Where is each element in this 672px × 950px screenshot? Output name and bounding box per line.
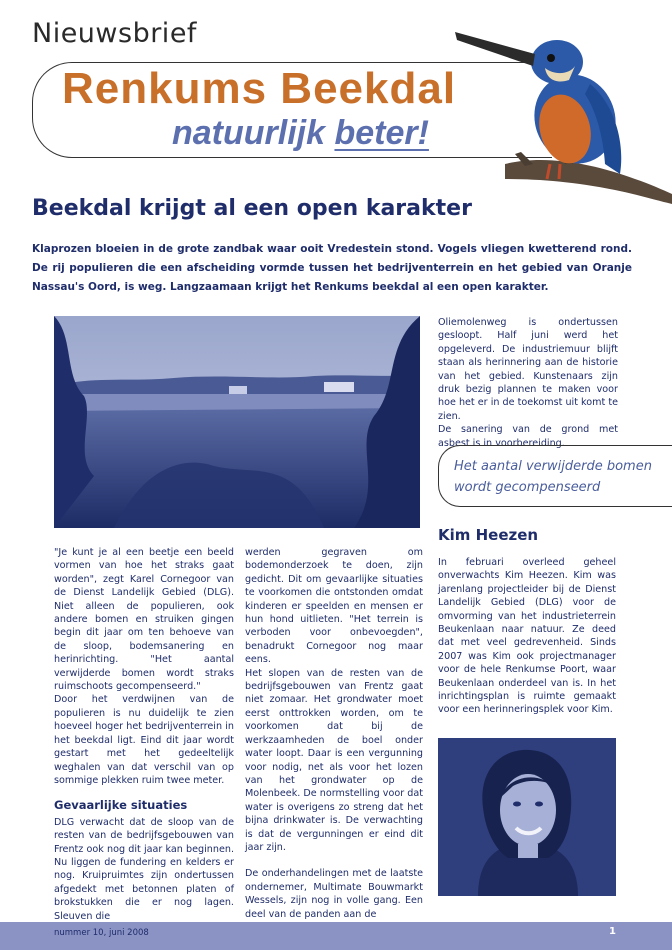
beekdal-landscape-photo	[54, 316, 420, 528]
intro-paragraph: Klaprozen bloeien in de grote zandbak waar ooit Vredestein stond. Vogels vliegen kwetterend rond. De rij populieren die een afscheiding vormde tussen het bedrijventerrein en het gebied van Oranje Nassau's Oord, is weg. Langzaamaan krijgt het Renkums beekdal al een open karakter.	[32, 243, 632, 293]
kingfisher-illustration	[445, 14, 672, 204]
kim-portrait-photo	[438, 738, 616, 896]
kim-column	[438, 556, 616, 717]
article-column-2	[245, 546, 423, 921]
masthead-subtitle	[172, 114, 429, 153]
subtitle-part1: natuurlijk	[172, 114, 335, 152]
col2-paragraph-2: Het slopen van de resten van de bedrijfsgebouwen van Frentz gaat niet zomaar. Het grondwater moet eerst onttrokken worden, om te voorkomen dat bij de werkzaamheden de boel onder water loopt. Daar is een vergunning voor nodig, net als voor het lozen van het grondwater op de Molenbeek. De normstelling voor dat water is overigens zo streng dat het bijna drinkwater is. De verwachting is dat de vergunningen er eind dit jaar zijn.	[245, 667, 423, 853]
kim-heading: Kim Heezen	[438, 526, 539, 544]
article-column-3	[438, 316, 618, 450]
col2-paragraph-3: De onderhandelingen met de laatste ondernemer, Multimate Bouwmarkt Wessels, zijn nog in volle gang. Een deel van de panden aan de	[245, 868, 423, 920]
col1-paragraph-2: Door het verdwijnen van de populieren is nu duidelijk te zien hoeveel hoger het bedrijventerrein in het beekdal ligt. Eind dit jaar wordt gestart met het gedeeltelijk weghalen van dat verschil van op sommige plekken ruim twee meter.	[54, 694, 234, 786]
col3-paragraph-2: De sanering van de grond met asbest is in voorbereiding.	[438, 424, 618, 449]
col3-paragraph-1: Oliemolenweg is ondertussen gesloopt. Half juni werd het opgeleverd. De industriemuur blijft staan als herinnering aan de historie van het gebied. Kunstenaars zijn druk bezig plannen te maken voor hoe het er in de toekomst uit komt te zien.	[438, 317, 618, 422]
headline: Beekdal krijgt al een open karakter	[32, 196, 472, 221]
col1-paragraph-3: DLG verwacht dat de sloop van de resten van de bedrijfsgebouwen van Frentz ook nog dit jaar kan beginnen. Nu liggen de fundering en kelders er nog. Kruipruimtes zijn ondertussen afgedekt met betonnen platen of brokstukken die er nog lagen. Sleuven die	[54, 816, 234, 922]
article-column-1	[54, 546, 234, 923]
col1-paragraph-1: "Je kunt je al een beetje een beeld vormen van hoe het straks gaat worden", zegt Karel Cornegoor van de Dienst Landelijk Gebied (DLG). Niet alleen de populieren, ook andere bomen en struiken gingen begin dit jaar om ten behoeve van de sloop, bodemsanering en herinrichting. "Het aantal verwijderde bomen wordt straks ruimschoots gecompenseerd."	[54, 547, 234, 693]
page-number: 1	[609, 926, 616, 937]
masthead-title: Renkums Beekdal	[62, 64, 457, 113]
kim-paragraph: In februari overleed geheel onverwachts Kim Heezen. Kim was jarenlang projectleider bij de Dienst Landelijk Gebied (DLG) voor de omvorming van het industrieterrein Beukenlaan naar natuur. Ze deed dat met veel gedrevenheid. Sinds 2007 was Kim ook projectmanager voor de hele Renkumse Poort, waar Beukenlaan onderdeel van is. In het inrichtingsplan is ruimte gemaakt voor een herinneringsplek voor Kim.	[438, 557, 616, 716]
pullquote: Het aantal verwijderde bomen wordt gecompenseerd	[454, 459, 652, 495]
subhead-gevaarlijke-situaties: Gevaarlijke situaties	[54, 798, 188, 813]
col2-paragraph-1: werden gegraven om bodemonderzoek te doen, zijn gedicht. Dit om gevaarlijke situaties te voorkomen die ontstonden omdat kinderen er speelden en mensen er hun hond uitlieten. "Het terrein is verboden voor onbevoegden", benadrukt Cornegoor nog maar eens.	[245, 547, 423, 666]
footer-issue: nummer 10, juni 2008	[54, 928, 149, 938]
subtitle-part2: beter!	[334, 114, 429, 152]
masthead-label: Nieuwsbrief	[32, 18, 197, 49]
